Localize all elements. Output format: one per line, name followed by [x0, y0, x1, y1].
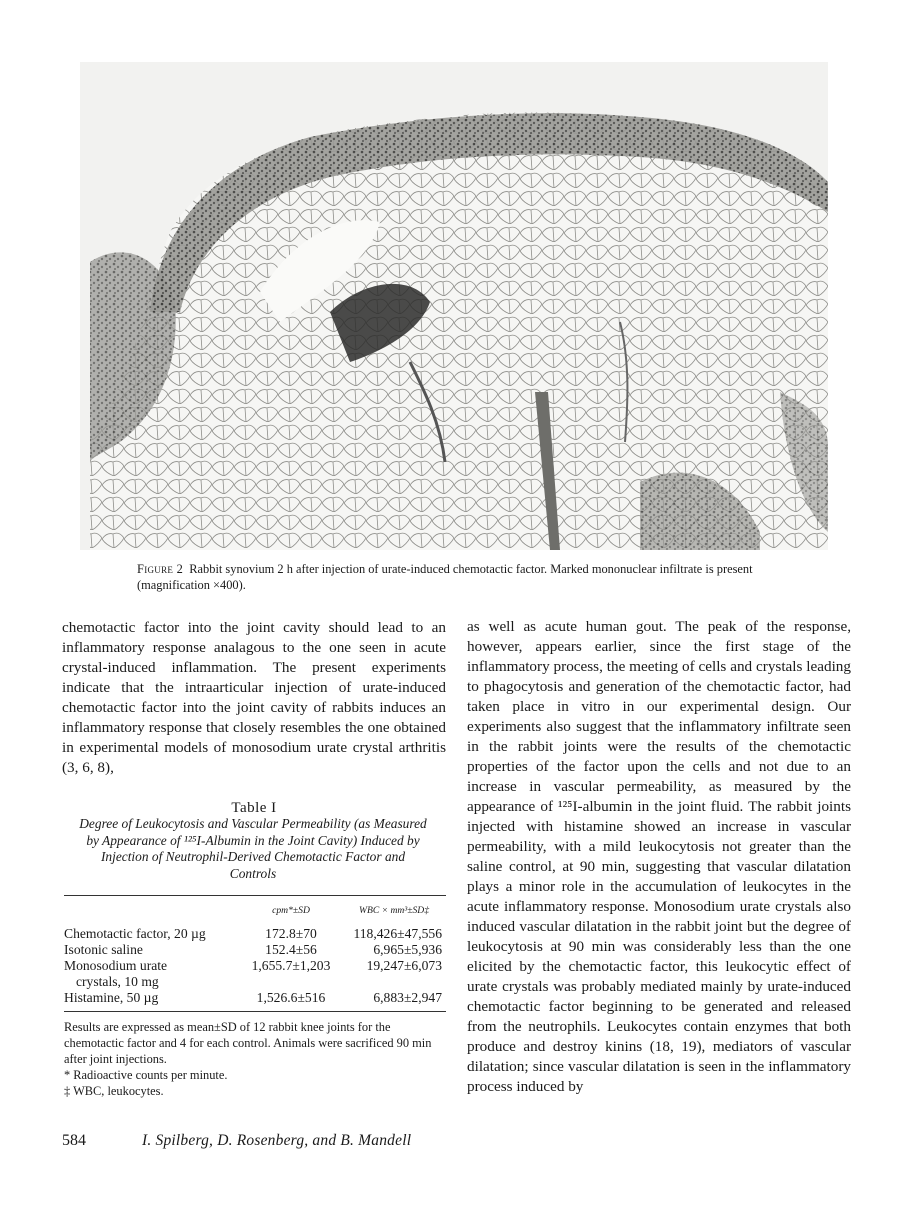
- table-subtitle: Degree of Leukocytosis and Vascular Permeability (as Measured by Appearance of ¹²⁵I-Albumin in the Joint Cavity) Induced by Injection of Neutrophil-Derived Chemotactic Factor and Controls: [79, 816, 427, 881]
- table-header-wbc: WBC × mm³±SD‡: [358, 905, 430, 916]
- table-note-results: Results are expressed as mean±SD of 12 rabbit knee joints for the chemotactic factor and 4 for each control. Animals were sacrificed 90 min after joint injections.: [64, 1020, 432, 1066]
- table-cell-cpm: 172.8±70: [265, 926, 317, 941]
- table-note-star: * Radioactive counts per minute.: [64, 1068, 228, 1082]
- data-table: [64, 903, 446, 1006]
- table-row: [64, 942, 446, 958]
- table-cell-cpm: 1,655.7±1,203: [251, 958, 331, 973]
- table-title: Table I: [231, 800, 277, 816]
- page-number: 584: [62, 1132, 86, 1149]
- table-cell-cpm: 1,526.6±516: [256, 990, 326, 1005]
- table-top-rule: [64, 895, 446, 896]
- table-header-blank: [64, 903, 240, 926]
- synovium-micrograph-image: [80, 62, 828, 550]
- table-header-row: [64, 903, 446, 926]
- table-row-label: Histamine, 50 µg: [64, 990, 159, 1005]
- table-header-cpm: cpm*±SD: [272, 905, 310, 916]
- table-cell-wbc: 6,965±5,936: [373, 942, 442, 957]
- table-row-label-line1: Monosodium urate: [64, 958, 168, 973]
- table-row: [64, 958, 446, 990]
- micrograph-figure: [80, 62, 828, 550]
- figure-caption-text: Rabbit synovium 2 h after injection of urate-induced chemotactic factor. Marked mononuclear infiltrate is present (magnification ×400).: [137, 562, 753, 592]
- table-row: [64, 926, 446, 942]
- table-notes: [64, 1019, 448, 1099]
- right-column: [467, 617, 851, 1097]
- table-row-label: [64, 958, 240, 990]
- table-cell-cpm: 152.4±56: [265, 942, 317, 957]
- figure-caption: [137, 561, 777, 593]
- table-row-label: Chemotactic factor, 20 µg: [64, 926, 206, 941]
- running-footer-authors: I. Spilberg, D. Rosenberg, and B. Mandell: [142, 1132, 412, 1149]
- left-column-paragraph: chemotactic factor into the joint cavity should lead to an inflammatory response analagous to the one seen in acute crystal-induced inflammation. The present experiments indicate that the intraarticular injection of urate-induced chemotactic factor into the joint cavity of rabbits induces an inflammatory response that closely resembles the one obtained in experimental models of monosodium urate crystal arthritis (3, 6, 8),: [62, 619, 446, 776]
- table-row: [64, 990, 446, 1006]
- table-cell-wbc: 6,883±2,947: [373, 990, 442, 1005]
- table-note-dagger: ‡ WBC, leukocytes.: [64, 1084, 164, 1098]
- figure-caption-label: Figure 2: [137, 562, 184, 576]
- table-row-label-line2: crystals, 10 mg: [76, 974, 159, 989]
- table-row-label: Isotonic saline: [64, 942, 143, 957]
- table-cell-wbc: 19,247±6,073: [366, 958, 442, 973]
- table-cell-wbc: 118,426±47,556: [353, 926, 442, 941]
- right-column-paragraph: as well as acute human gout. The peak of the response, however, appears earlier, since the first stage of the inflammatory process, the meeting of cells and crystals leading to phagocytosis and generation of the chemotactic factor, had taken place in vitro in our experimental design. Our experiments also suggest that the inflammatory infiltrate seen in the rabbit joints were the results of the chemotactic properties of the factor upon the cells and not due to an increase in vascular permeability, as measured by the appearance of ¹²⁵I-albumin in the joint fluid. The rabbit joints injected with histamine showed an increase in vascular permeability, with a mild leukocytosis not greater than the saline control, at 90 min, suggesting that vascular dilatation plays a minor role in the accumulation of leukocytes in the acute inflammatory response. Monosodium urate crystals also induced vascular dilatation in the rabbit joint but the degree of leukocytosis at 90 min was considerably less than the one elicited by the chemotactic factor, this leukocytic effect of urate crystals was probably mediated mainly by urate-induced chemotactic factor beginning to be generated and released from the neutrophils. Leukocytes contain enzymes that both produce and destroy kinins (18, 19), mediators of vascular dilatation; since vascular dilatation is seen in the inflammatory process induced by: [467, 618, 851, 1095]
- left-column: [62, 618, 446, 778]
- table-bottom-rule: [64, 1011, 446, 1012]
